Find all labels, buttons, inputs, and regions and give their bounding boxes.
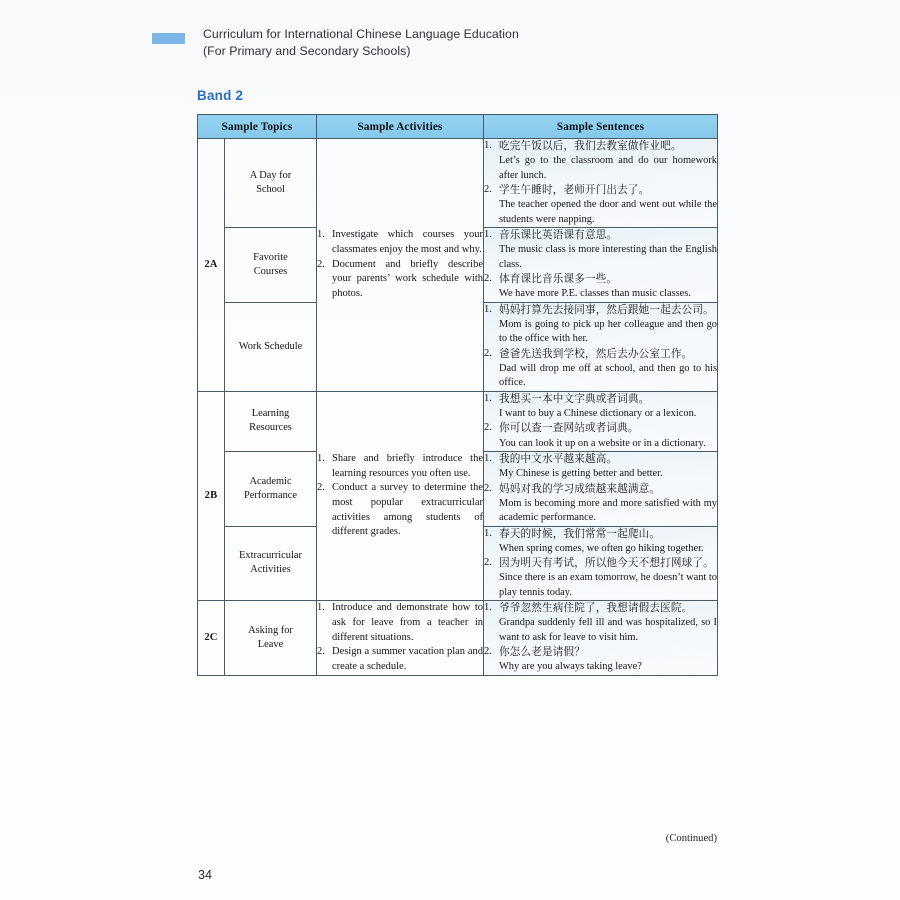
sentence-item: [484, 347, 717, 391]
topic-cell: [225, 451, 317, 526]
sentence-chinese: 吃完午饭以后，我们去教室做作业吧。: [499, 140, 682, 152]
sentences-list: [484, 601, 717, 675]
sentence-chinese: 春天的时候，我们常常一起爬山。: [499, 527, 661, 540]
sentences-cell: [484, 139, 718, 228]
sentence-english: Mom is becoming more and more satisfied with my academic performance.: [499, 497, 717, 524]
header-accent-mark: [152, 33, 185, 44]
topic-cell: [225, 302, 317, 391]
topic-cell: [225, 526, 317, 601]
topic-cell: [225, 139, 317, 228]
running-header-line1: Curriculum for International Chinese Language Education: [203, 27, 519, 41]
sentence-item: [484, 183, 717, 227]
activities-cell: [317, 139, 484, 392]
topic-line: Leave: [257, 638, 284, 650]
topic-line: A Day for: [249, 170, 292, 182]
topic-line: Resources: [249, 422, 292, 434]
topic-line: Activities: [250, 564, 291, 576]
band-label: 2B: [198, 391, 225, 600]
sentence-item: [484, 272, 717, 302]
activity-item: Investigate which courses your classmates enjoy the most and why.: [332, 229, 483, 255]
band-label: 2C: [198, 601, 225, 676]
activities-list: [317, 228, 483, 301]
sentence-english: We have more P.E. classes than music classes.: [499, 288, 691, 300]
sentence-chinese: 学生午睡时，老师开门出去了。: [499, 184, 650, 197]
table-row: [198, 139, 718, 228]
sentences-list: [484, 452, 717, 526]
sentence-item: [484, 303, 717, 347]
sentence-english: My Chinese is getting better and better.: [499, 468, 663, 480]
sentence-item: [484, 228, 717, 272]
activities-cell: [317, 391, 484, 600]
column-header-sample-sentences: Sample Sentences: [484, 115, 718, 139]
sentence-item: [484, 392, 717, 422]
sentence-chinese: 你可以查一查网站或者词典。: [499, 422, 639, 435]
sentence-item: [484, 645, 717, 675]
sentence-item: [484, 527, 717, 557]
topic-line: Performance: [243, 489, 298, 501]
sentences-list: [484, 527, 717, 601]
sentences-cell: [484, 451, 718, 526]
topic-cell: [225, 601, 317, 676]
table-header-row: [198, 115, 718, 139]
sample-table-wrapper: [197, 114, 717, 676]
activity-item: Share and briefly introduce the learning resources you often use.: [332, 453, 483, 479]
sentences-cell: [484, 391, 718, 451]
activity-item: Design a summer vacation plan and create a schedule.: [332, 646, 483, 672]
sentence-english: When spring comes, we often go hiking together.: [499, 542, 704, 554]
sentence-english: Let’s go to the classroom and do our homework after lunch.: [499, 155, 717, 181]
band-label: 2A: [198, 139, 225, 392]
activities-cell: [317, 601, 484, 676]
activities-list: [317, 601, 483, 674]
sentences-list: [484, 303, 717, 391]
sample-table: [197, 114, 718, 676]
column-header-sample-activities: Sample Activities: [317, 115, 484, 139]
activity-item: Conduct a survey to determine the most popular extracurricular activities among students of different grades.: [332, 482, 483, 538]
running-header-line2: (For Primary and Secondary Schools): [203, 44, 411, 58]
sentence-chinese: 爸爸先送我到学校，然后去办公室工作。: [499, 347, 693, 360]
band-heading: Band 2: [197, 88, 244, 103]
sentence-item: [484, 482, 717, 526]
sentence-english: You can look it up on a website or in a dictionary.: [499, 437, 706, 449]
topic-line: Favorite: [253, 251, 288, 263]
sentence-chinese: 你怎么老是请假？: [499, 646, 585, 659]
sentence-english: Grandpa suddenly fell ill and was hospitalized, so I want to ask for leave to visit him.: [499, 617, 717, 643]
activities-list: [317, 452, 483, 540]
sentences-list: [484, 139, 717, 227]
topic-line: Asking for: [248, 624, 293, 636]
activity-item: Document and briefly describe your parents’ work schedule with photos.: [332, 258, 483, 299]
sentences-list: [484, 228, 717, 302]
table-row: [198, 601, 718, 676]
topic-line: Learning: [251, 408, 290, 420]
sentence-chinese: 妈妈打算先去接同事，然后跟她一起去公司。: [499, 303, 714, 316]
table-row: [198, 391, 718, 451]
table-head: [198, 115, 718, 139]
sentence-chinese: 我的中文水平越来越高。: [499, 452, 618, 465]
table-body: [198, 139, 718, 676]
sentence-chinese: 我想买一本中文字典或者词典。: [499, 392, 650, 405]
topic-cell: [225, 391, 317, 451]
topic-line: Work Schedule: [238, 340, 303, 352]
running-header-text: [203, 26, 519, 60]
topic-line: Courses: [253, 265, 288, 277]
column-header-sample-topics: Sample Topics: [198, 115, 317, 139]
sentence-english: The teacher opened the door and went out while the students were napping.: [499, 199, 717, 225]
sentences-cell: [484, 601, 718, 676]
sentence-chinese: 妈妈对我的学习成绩越来越满意。: [499, 482, 661, 495]
sentences-cell: [484, 302, 718, 391]
sentence-item: [484, 556, 717, 600]
activity-item: Introduce and demonstrate how to ask for leave from a teacher in different situations.: [332, 602, 483, 643]
sentence-item: [484, 139, 717, 183]
continued-note: (Continued): [665, 833, 717, 844]
topic-cell: [225, 228, 317, 303]
topic-line: Extracurricular: [239, 550, 302, 562]
sentence-english: Dad will drop me off at school, and then go to his office.: [499, 362, 717, 389]
sentence-english: Mom is going to pick up her colleague and then go to the office with her.: [499, 318, 717, 345]
sentences-cell: [484, 228, 718, 303]
sentence-english: I want to buy a Chinese dictionary or a lexicon.: [499, 407, 697, 419]
topic-line: Academic: [249, 475, 292, 487]
sentences-cell: [484, 526, 718, 601]
page-number: 34: [198, 868, 212, 882]
sentence-english: The music class is more interesting than the English class.: [499, 244, 717, 270]
sentence-chinese: 因为明天有考试，所以他今天不想打网球了。: [499, 557, 714, 570]
sentence-english: Why are you always taking leave?: [499, 661, 642, 673]
sentence-chinese: 体育课比音乐课多一些。: [499, 273, 618, 286]
sentence-item: [484, 452, 717, 482]
running-header: [152, 26, 519, 60]
sentence-english: Since there is an exam tomorrow, he doesn’t want to play tennis today.: [499, 572, 717, 598]
sentence-chinese: 音乐课比英语课有意思。: [499, 229, 618, 242]
sentence-item: [484, 601, 717, 645]
sentences-list: [484, 392, 717, 451]
sentence-item: [484, 421, 717, 451]
topic-line: School: [256, 184, 285, 196]
sentence-chinese: 爷爷忽然生病住院了，我想请假去医院。: [499, 602, 693, 615]
